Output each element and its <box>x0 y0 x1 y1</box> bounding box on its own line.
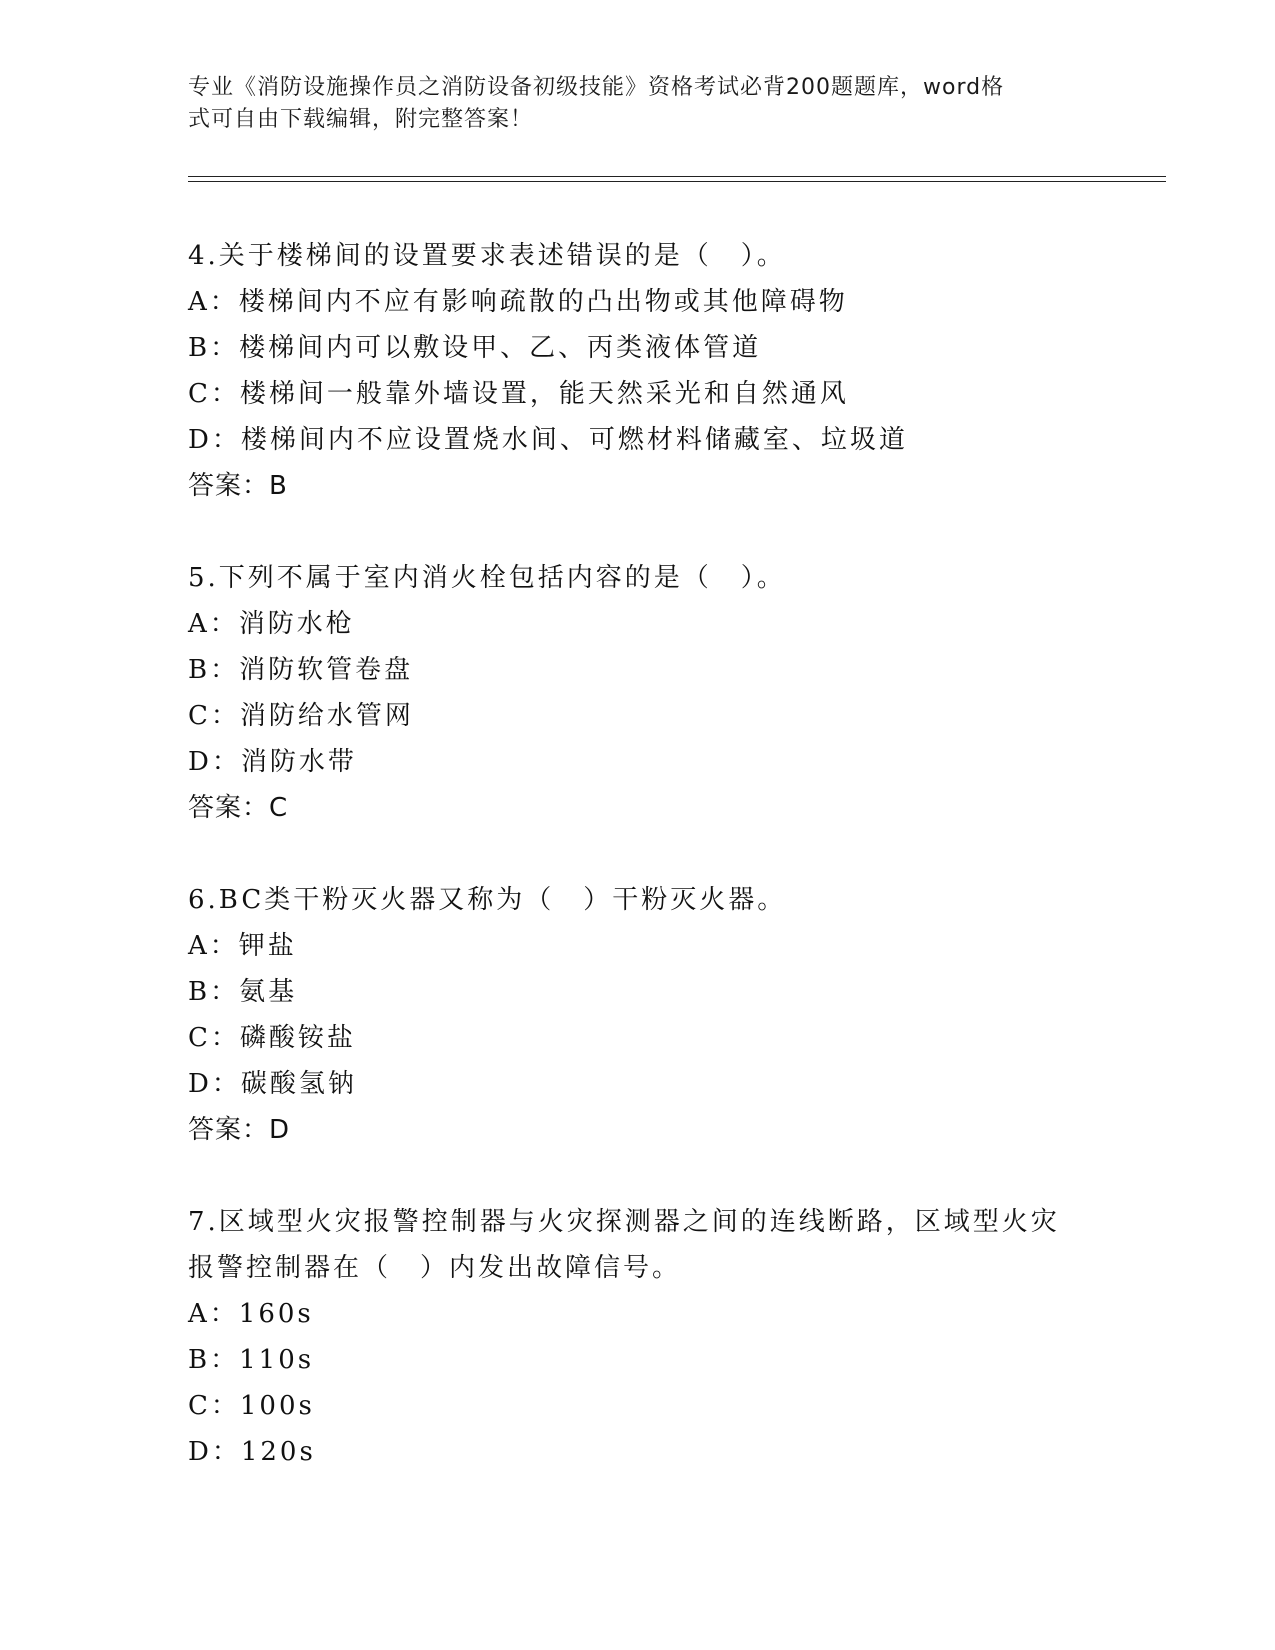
option-a: A：消防水枪 <box>188 609 355 639</box>
option-a: A：楼梯间内不应有影响疏散的凸出物或其他障碍物 <box>188 287 848 317</box>
question-stem: 6.BC类干粉灭火器又称为（ ）干粉灭火器。 <box>188 885 787 915</box>
option-b: B：氨基 <box>188 977 298 1007</box>
option-d: D：碳酸氢钠 <box>188 1069 357 1099</box>
question-stem: 4.关于楼梯间的设置要求表述错误的是（ ）。 <box>188 241 786 271</box>
option-c: C：磷酸铵盐 <box>188 1023 356 1053</box>
question-5 <box>188 555 1088 831</box>
option-a: A：160s <box>188 1299 314 1329</box>
question-stem-line-2: 报警控制器在（ ）内发出故障信号。 <box>188 1253 682 1283</box>
option-a: A：钾盐 <box>188 931 297 961</box>
question-stem: 5.下列不属于室内消火栓包括内容的是（ ）。 <box>188 563 786 593</box>
header-divider-top <box>188 176 1166 177</box>
header-line-1: 专业《消防设施操作员之消防设备初级技能》资格考试必背200题题库，word格 <box>188 75 1005 100</box>
option-b: B：110s <box>188 1345 315 1375</box>
question-4 <box>188 233 1088 509</box>
option-c: C：100s <box>188 1391 315 1421</box>
option-c: C：楼梯间一般靠外墙设置，能天然采光和自然通风 <box>188 379 849 409</box>
option-d: D：消防水带 <box>188 747 357 777</box>
document-header <box>188 72 1068 136</box>
question-6 <box>188 877 1088 1153</box>
option-b: B：楼梯间内可以敷设甲、乙、丙类液体管道 <box>188 333 762 363</box>
header-line-2: 式可自由下载编辑，附完整答案！ <box>188 107 534 132</box>
option-d: D：楼梯间内不应设置烧水间、可燃材料储藏室、垃圾道 <box>188 425 908 455</box>
question-stem-line-1: 7.区域型火灾报警控制器与火灾探测器之间的连线断路，区域型火灾 <box>188 1207 1060 1237</box>
answer-label: 答案：C <box>188 793 289 823</box>
option-b: B：消防软管卷盘 <box>188 655 414 685</box>
answer-label: 答案：D <box>188 1115 291 1145</box>
option-c: C：消防给水管网 <box>188 701 414 731</box>
question-7 <box>188 1199 1088 1475</box>
header-divider-bottom <box>188 181 1166 182</box>
option-d: D：120s <box>188 1437 316 1467</box>
answer-label: 答案：B <box>188 471 288 501</box>
